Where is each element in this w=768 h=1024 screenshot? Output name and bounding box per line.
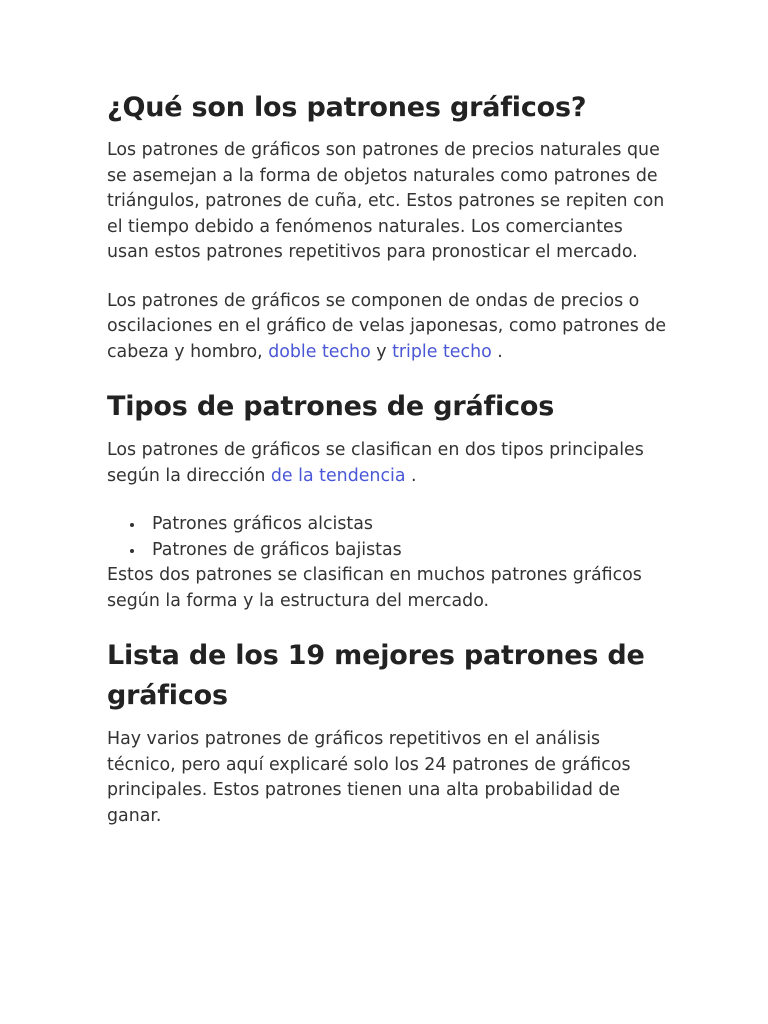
section-heading-lista: Lista de los 19 mejores patrones de gráficos (107, 640, 645, 711)
pattern-types-list (107, 512, 668, 563)
section-heading-tipos: Tipos de patrones de gráficos (107, 391, 555, 422)
paragraph-classification-end: . (405, 465, 417, 486)
paragraph-subclassification: Estos dos patrones se clasifican en muchos patrones gráficos según la forma y la estructura del mercado. (107, 565, 642, 611)
paragraph-composition-conjunction: y (370, 341, 393, 362)
paragraph-classification (107, 438, 668, 489)
list-item: Patrones gráficos alcistas (152, 512, 668, 538)
section-heading-que-son: ¿Qué son los patrones gráficos? (107, 92, 587, 123)
paragraph-list-intro: Hay varios patrones de gráficos repetitivos en el análisis técnico, pero aquí explicaré solo los 24 patrones de gráficos principales. Estos patrones tienen una alta probabilidad de ganar. (107, 729, 631, 826)
link-de-la-tendencia[interactable]: de la tendencia (270, 465, 406, 486)
paragraph-classification-text: Los patrones de gráficos se clasifican en dos tipos principales según la dirección (107, 440, 644, 486)
paragraph-composition (107, 289, 668, 366)
paragraph-composition-end: . (491, 341, 503, 362)
list-item: Patrones de gráficos bajistas (152, 538, 668, 564)
link-doble-techo[interactable]: doble techo (268, 341, 371, 362)
paragraph-definition: Los patrones de gráficos son patrones de precios naturales que se asemejan a la forma de objetos naturales como patrones de triángulos, patrones de cuña, etc. Estos patrones se repiten con el tiempo debido a fenómenos naturales. Los comerciantes usan estos patrones repetitivos para pronosticar el mercado. (107, 140, 665, 262)
paragraph-composition-text: Los patrones de gráficos se componen de ondas de precios o oscilaciones en el gráfico de velas japonesas, como patrones de cabeza y hombro, (107, 290, 667, 362)
link-triple-techo[interactable]: triple techo (392, 341, 492, 362)
